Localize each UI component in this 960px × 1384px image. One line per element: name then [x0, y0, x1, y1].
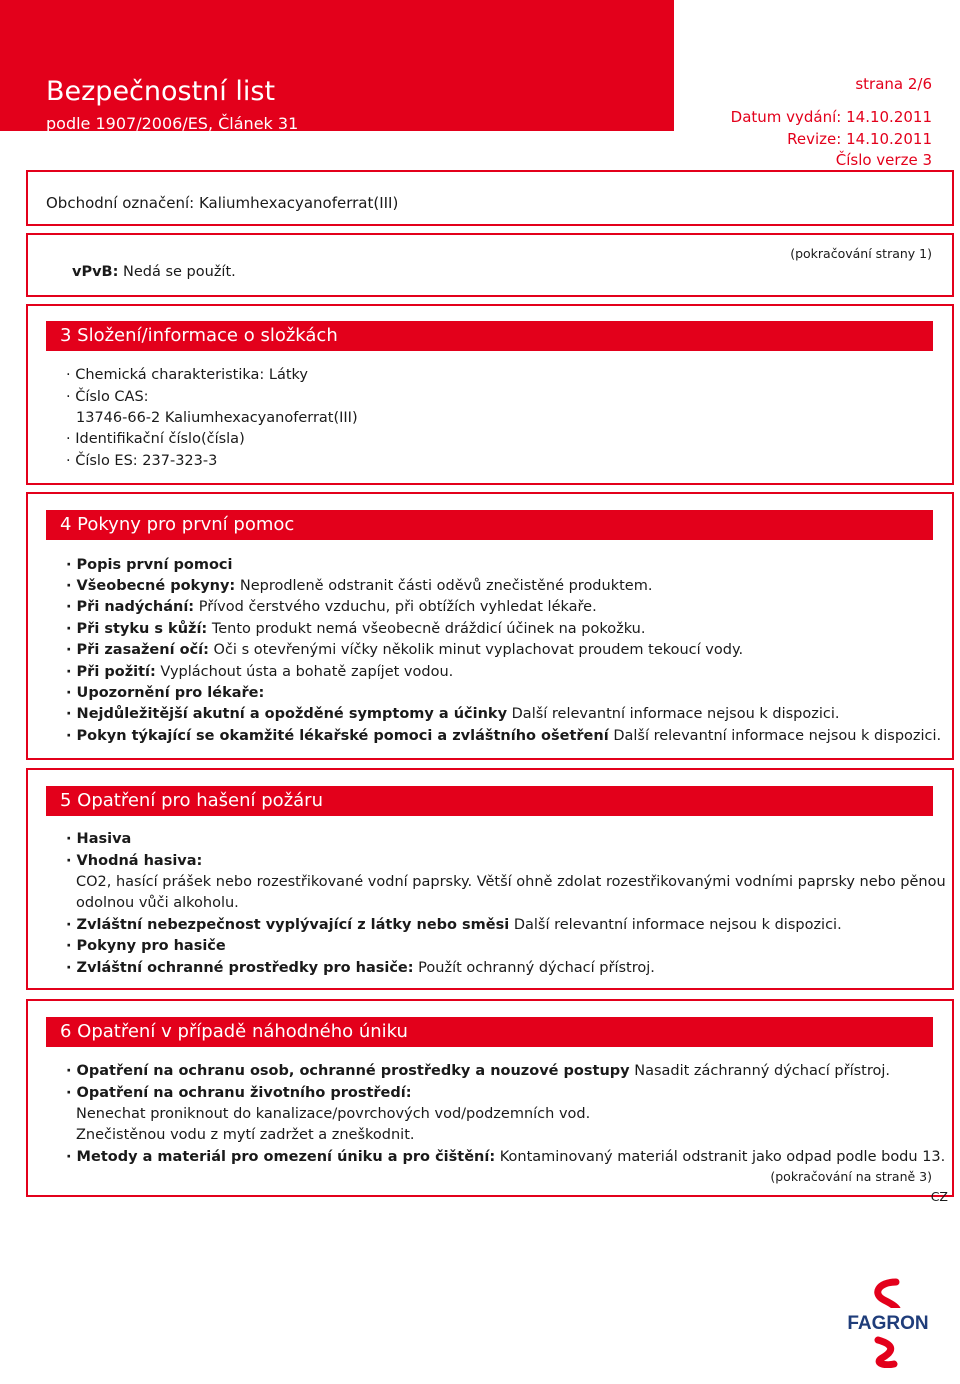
environmental-precautions-label: · Opatření na ochranu životního prostředí:	[66, 1085, 412, 1101]
vpvb-line	[72, 264, 236, 280]
skin-contact-label: · Při styku s kůží:	[66, 621, 208, 637]
section-6-heading: 6 Opatření v případě náhodného úniku	[46, 1017, 933, 1047]
firefighter-advice: · Pokyny pro hasiče	[66, 938, 226, 954]
suitable-media-line-1: CO2, hasící prášek nebo rozestřikované vodní paprsky. Větší ohně zdolat rozestřikovanými vodními paprsky nebo pěnou	[76, 874, 946, 890]
es-number: · Číslo ES: 237-323-3	[66, 453, 218, 469]
environmental-line-1: Nenechat proniknout do kanalizace/povrchových vod/podzemních vod.	[76, 1106, 591, 1122]
personal-precautions-label: · Opatření na ochranu osob, ochranné prostředky a nouzové postupy	[66, 1063, 630, 1079]
fagron-logo-mark	[838, 1278, 938, 1368]
language-code: CZ	[930, 1189, 948, 1204]
containment-methods-value: Kontaminovaný materiál odstranit jako odpad podle bodu 13.	[499, 1149, 946, 1165]
extinguishing-media: · Hasiva	[66, 831, 132, 847]
medical-attention	[66, 728, 941, 744]
general-advice-value: Neprodleně odstranit části oděvů znečistěné produktem.	[239, 578, 653, 594]
eye-contact-value: Oči s otevřenými víčky několik minut vyplachovat proudem tekoucí vody.	[213, 642, 744, 658]
identification-numbers: · Identifikační číslo(čísla)	[66, 431, 245, 447]
vpvb-value: Nedá se použít.	[123, 264, 236, 280]
containment-methods	[66, 1149, 945, 1165]
symptoms	[66, 706, 840, 722]
header-banner	[0, 0, 674, 131]
personal-precautions	[66, 1063, 890, 1079]
ingestion-label: · Při požití:	[66, 664, 156, 680]
eye-contact	[66, 642, 743, 658]
suitable-media-line-2: odolnou vůči alkoholu.	[76, 895, 239, 911]
ingestion-value: Vypláchout ústa a bohatě zapíjet vodou.	[160, 664, 454, 680]
suitable-media-label: · Vhodná hasiva:	[66, 853, 203, 869]
version-number: Číslo verze 3	[835, 151, 932, 169]
trade-name-box	[26, 170, 954, 226]
special-hazards-value: Další relevantní informace nejsou k dispozici.	[513, 917, 842, 933]
symptoms-label: · Nejdůležitější akutní a opožděné symptomy a účinky	[66, 706, 508, 722]
revision-date: Revize: 14.10.2011	[787, 130, 932, 148]
protective-equipment-label: · Zvláštní ochranné prostředky pro hasiče:	[66, 960, 414, 976]
skin-contact-value: Tento produkt nemá všeobecně dráždicí účinek na pokožku.	[211, 621, 646, 637]
special-hazards	[66, 917, 842, 933]
continued-on: (pokračování na straně 3)	[770, 1169, 932, 1184]
chemical-characteristic: · Chemická charakteristika: Látky	[66, 367, 309, 383]
section-5-heading: 5 Opatření pro hašení požáru	[46, 786, 933, 816]
document-title: Bezpečnostní list	[46, 76, 276, 107]
containment-methods-label: · Metody a materiál pro omezení úniku a pro čištění:	[66, 1149, 496, 1165]
trade-name: Obchodní označení: Kaliumhexacyanoferrat(III)	[46, 194, 399, 212]
fagron-logo	[838, 1278, 938, 1368]
intro-box	[26, 233, 954, 297]
section-3-heading: 3 Složení/informace o složkách	[46, 321, 933, 351]
issue-date: Datum vydání: 14.10.2011	[730, 108, 932, 126]
page-number: strana 2/6	[855, 75, 932, 93]
skin-contact	[66, 621, 645, 637]
inhalation-value: Přívod čerstvého vzduchu, při obtížích vyhledat lékaře.	[198, 599, 597, 615]
environmental-line-2: Znečistěnou vodu z mytí zadržet a zneškodnit.	[76, 1127, 415, 1143]
inhalation	[66, 599, 597, 615]
general-advice-label: · Všeobecné pokyny:	[66, 578, 236, 594]
symptoms-value: Další relevantní informace nejsou k dispozici.	[511, 706, 840, 722]
eye-contact-label: · Při zasažení očí:	[66, 642, 209, 658]
logo-text: FAGRON	[847, 1313, 929, 1334]
special-hazards-label: · Zvláštní nebezpečnost vyplývající z látky nebo směsi	[66, 917, 510, 933]
ingestion	[66, 664, 453, 680]
document-subtitle: podle 1907/2006/ES, Článek 31	[46, 114, 299, 133]
medical-attention-value: Další relevantní informace nejsou k dispozici.	[613, 728, 942, 744]
cas-label: · Číslo CAS:	[66, 389, 149, 405]
continued-from: (pokračování strany 1)	[790, 246, 932, 261]
medical-attention-label: · Pokyn týkající se okamžité lékařské pomoci a zvláštního ošetření	[66, 728, 609, 744]
personal-precautions-value: Nasadit záchranný dýchací přístroj.	[634, 1063, 891, 1079]
first-aid-description: · Popis první pomoci	[66, 557, 233, 573]
doctor-note: · Upozornění pro lékaře:	[66, 685, 265, 701]
general-advice	[66, 578, 652, 594]
cas-entry: 13746-66-2 Kaliumhexacyanoferrat(III)	[76, 410, 358, 426]
section-4-heading: 4 Pokyny pro první pomoc	[46, 510, 933, 540]
protective-equipment-value: Použít ochranný dýchací přístroj.	[418, 960, 655, 976]
vpvb-label: vPvB:	[72, 264, 119, 280]
inhalation-label: · Při nadýchání:	[66, 599, 195, 615]
protective-equipment	[66, 960, 655, 976]
